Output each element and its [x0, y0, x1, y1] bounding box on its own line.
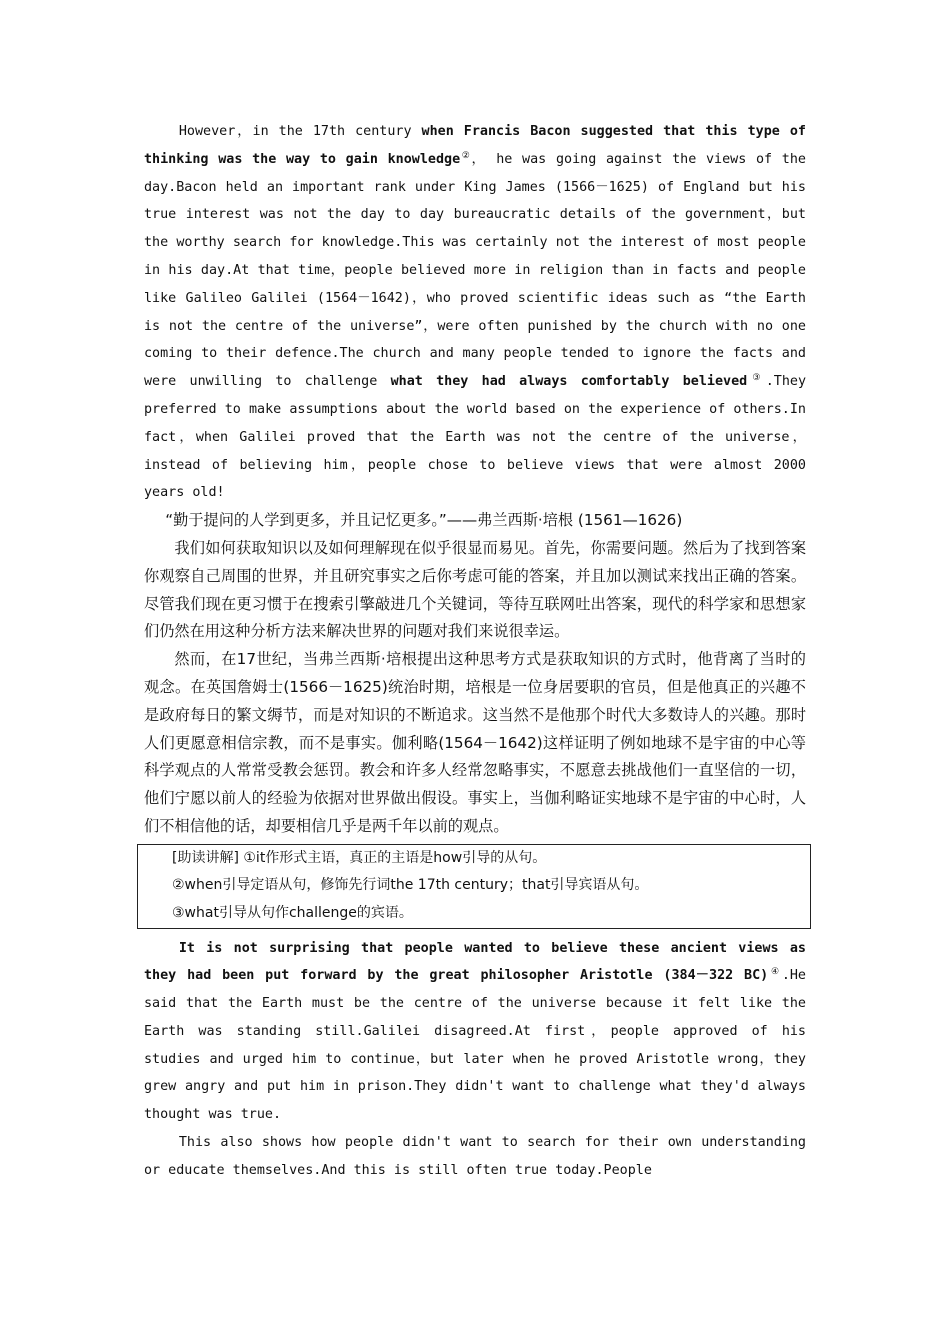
english-paragraph-1 [144, 118, 806, 507]
chinese-paragraph-1: 我们如何获取知识以及如何理解现在似乎很显而易见。首先，你需要问题。然后为了找到答案你观察自己周围的世界，并且研究事实之后你考虑可能的答案，并且加以测试来找出正确的答案。尽管我们现在更习惯于在搜索引擎敲进几个关键词，等待互联网吐出答案，现代的科学家和思想家们仍然在用这种分析方法来解决世界的问题对我们来说很幸运。 [144, 538, 806, 641]
document-page [144, 118, 806, 1185]
note-line: [助读讲解] ①it作形式主语，真正的主语是how引导的从句。 [172, 849, 547, 866]
reading-notes-box [137, 844, 811, 929]
note-marker: ④ [768, 967, 782, 978]
bacon-quote: “勤于提问的人学到更多，并且记忆更多。”——弗兰西斯·培根 (1561—1626) [165, 511, 683, 530]
chinese-paragraph-2: 然而，在17世纪，当弗兰西斯·培根提出这种思考方式是获取知识的方式时，他背离了当时的观念。在英国詹姆士(1566－1625)统治时期，培根是一位身居要职的官员，但是他真正的兴趣不是政府每日的繁文缛节，而是对知识的不断追求。这当然不是他那个时代大多数诗人的兴趣。那时人们更愿意相信宗教，而不是事实。伽利略(1564－1642)这样证明了例如地球不是宇宙的中心等科学观点的人常常受教会惩罚。教会和许多人经常忽略事实，不愿意去挑战他们一直坚信的一切，他们宁愿以前人的经验为依据对世界做出假设。事实上，当伽利略证实地球不是宇宙的中心时，人们不相信他的话，却要相信几乎是两千年以前的观点。 [144, 650, 806, 835]
bold-phrase: It is not surprising that people wanted to believe these ancient views as they had been put forward by the great philosopher Aristotle [144, 940, 806, 984]
bold-phrase: when Francis Bacon suggested that this type of thinking was the way to gain knowledge [144, 124, 806, 167]
note-marker: ③ [747, 373, 766, 384]
text-run: (384－322 BC) [652, 968, 769, 984]
english-paragraph-2 [144, 935, 806, 1130]
bold-phrase: what they had always comfortably believed [390, 374, 748, 390]
note-line: ③what引导从句作challenge的宾语。 [172, 904, 413, 921]
note-marker: ② [460, 150, 472, 161]
note-line: ②when引导定语从句，修饰先行词the 17th century；that引导宾语从句。 [172, 877, 649, 894]
text-run: However，in the 17th century [178, 124, 422, 139]
text-run: .They preferred to make assumptions about the world based on the experience of others.In fact，when Galilei proved that the Earth was not the centre of the universe，instead of believing him，people chose to believe views that were almost 2000 years old! [144, 374, 807, 501]
text-run: .He said that the Earth must be the centre of the universe because it felt like the Earth was standing still.Galilei disagreed.At first，people approved of his studies and urged him to continue，but later when he proved Aristotle wrong，they grew angry and put him in prison.They didn't want to challenge what they'd always thought was true. [144, 968, 806, 1123]
text-run: ， he was going against the views of the day.Bacon held an important rank under King James (1566－1625) of England but his true interest was not the day to day bureaucratic details of the government，but the worthy search for knowledge.This was certainly not the interest of most people in his day.At that time，people believed more in religion than in facts and people like Galileo Galilei (1564－1642)，who proved scientific ideas such as “the Earth is not the centre of the universe”，were often punished by the church with no one coming to their defence.The church and many people tended to ignore the facts and were unwilling to challenge [144, 151, 806, 390]
english-paragraph-3: This also shows how people didn't want to search for their own understanding or educate themselves.And this is still often true today.People [144, 1135, 806, 1178]
